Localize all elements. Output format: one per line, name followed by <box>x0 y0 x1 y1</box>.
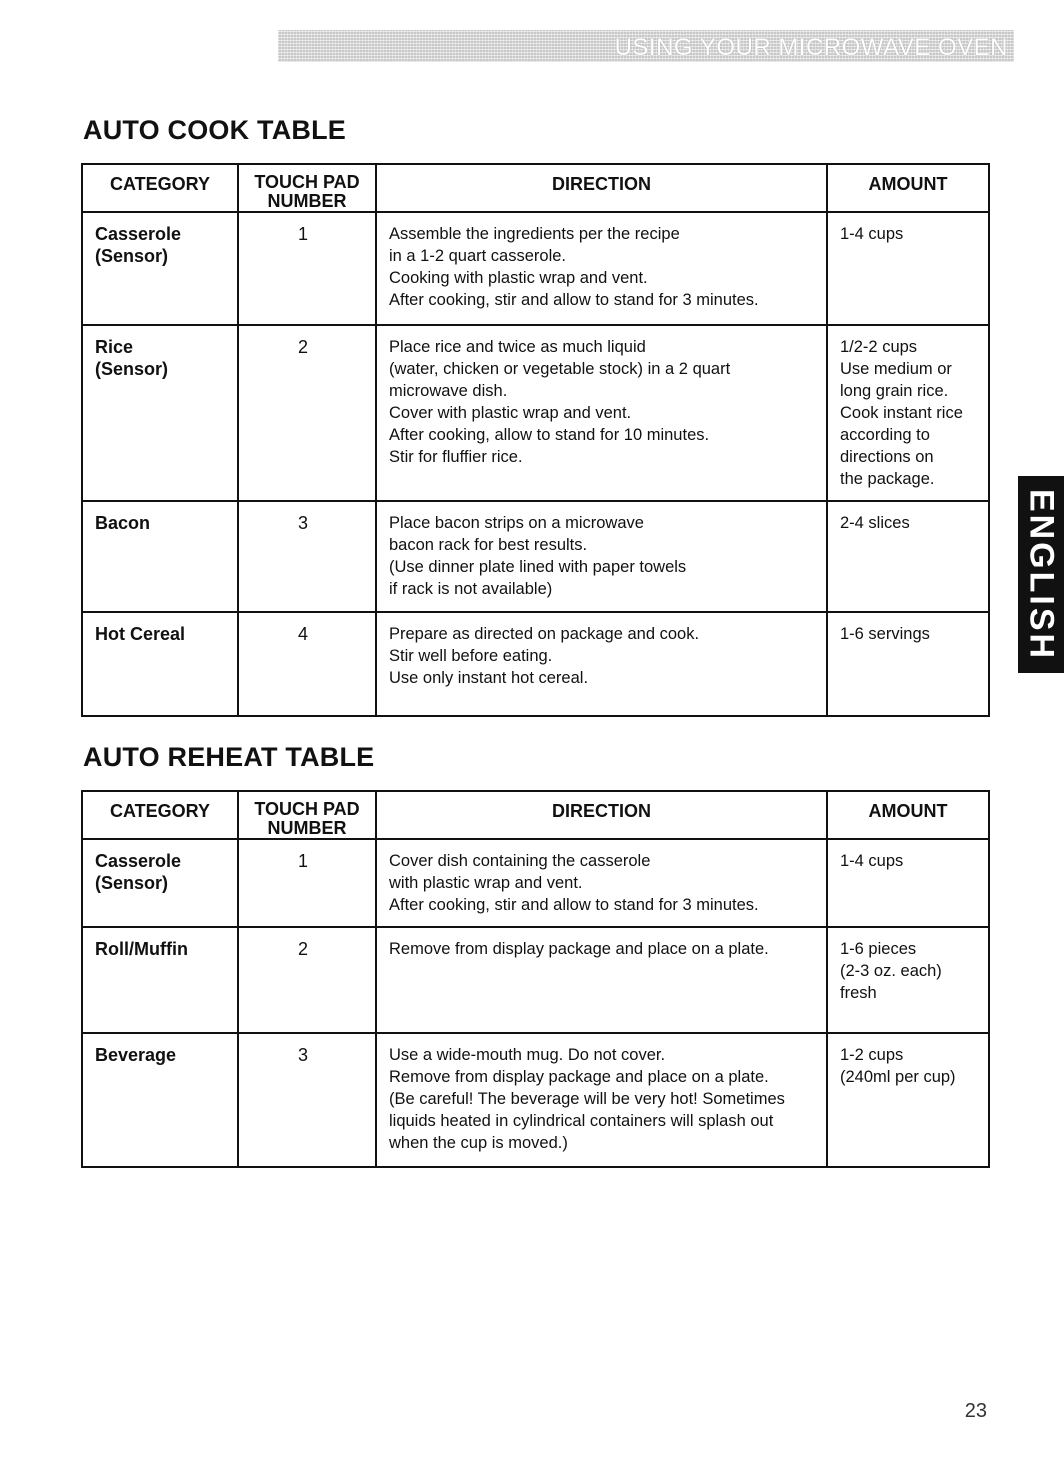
table-header-row <box>82 164 989 212</box>
direction-cell-line: After cooking, stir and allow to stand for 3 minutes. <box>389 291 759 309</box>
amount-cell-line: Cook instant rice <box>840 404 963 422</box>
auto-reheat-table <box>81 790 990 1168</box>
direction-cell-line: if rack is not available) <box>389 580 553 598</box>
amount-cell-line: 1-4 cups <box>840 225 904 243</box>
column-header-amount: AMOUNT <box>827 164 989 212</box>
language-tab <box>1018 476 1064 673</box>
amount-cell <box>827 612 989 716</box>
amount-cell <box>827 212 989 325</box>
direction-cell-line: Place rice and twice as much liquid <box>389 338 646 356</box>
amount-cell-line: (240ml per cup) <box>840 1068 956 1086</box>
direction-cell <box>376 927 827 1033</box>
direction-cell-line: (Use dinner plate lined with paper towels <box>389 558 687 576</box>
direction-cell <box>376 325 827 501</box>
column-header-touch-pad-number: TOUCH PAD NUMBER <box>238 791 376 839</box>
page-number: 23 <box>964 1400 987 1422</box>
amount-cell <box>827 839 989 927</box>
category-cell-line: Hot Cereal <box>95 624 186 644</box>
direction-cell <box>376 212 827 325</box>
table-row <box>82 501 989 612</box>
language-tab-label: ENGLISH <box>1022 488 1061 661</box>
category-cell-line: (Sensor) <box>95 359 169 379</box>
table-row <box>82 612 989 716</box>
direction-cell-line: in a 1-2 quart casserole. <box>389 247 567 265</box>
column-header-direction: DIRECTION <box>376 791 827 839</box>
direction-cell-line: (Be careful! The beverage will be very hot! Sometimes <box>389 1090 785 1108</box>
amount-cell <box>827 325 989 501</box>
category-cell <box>82 212 238 325</box>
direction-cell-line: After cooking, allow to stand for 10 minutes. <box>389 426 710 444</box>
direction-cell <box>376 612 827 716</box>
category-cell <box>82 839 238 927</box>
table-row <box>82 927 989 1033</box>
category-cell-line: (Sensor) <box>95 246 169 266</box>
table-row <box>82 325 989 501</box>
category-cell-line: Casserole <box>95 224 182 244</box>
category-cell-line: Bacon <box>95 513 151 533</box>
direction-cell-line: liquids heated in cylindrical containers will splash out <box>389 1112 774 1130</box>
amount-cell-line: long grain rice. <box>840 382 949 400</box>
column-header-touch-pad-number: TOUCH PAD NUMBER <box>238 164 376 212</box>
category-cell-line: Casserole <box>95 851 182 871</box>
direction-cell-line: Cooking with plastic wrap and vent. <box>389 269 648 287</box>
table-header-row <box>82 791 989 839</box>
direction-cell-line: with plastic wrap and vent. <box>389 874 583 892</box>
amount-cell <box>827 927 989 1033</box>
column-header-amount: AMOUNT <box>827 791 989 839</box>
direction-cell-line: Use a wide-mouth mug. Do not cover. <box>389 1046 666 1064</box>
direction-cell-line: (water, chicken or vegetable stock) in a 2 quart <box>389 360 731 378</box>
direction-cell-line: Assemble the ingredients per the recipe <box>389 225 680 243</box>
direction-cell-line: Remove from display package and place on a plate. <box>389 940 769 958</box>
direction-cell-line: when the cup is moved.) <box>389 1134 568 1152</box>
table-row <box>82 212 989 325</box>
direction-cell-line: microwave dish. <box>389 382 508 400</box>
amount-cell-line: according to <box>840 426 930 444</box>
category-cell-line: (Sensor) <box>95 873 169 893</box>
auto-cook-title: AUTO COOK TABLE <box>83 115 346 145</box>
table-row <box>82 1033 989 1167</box>
direction-cell-line: bacon rack for best results. <box>389 536 588 554</box>
category-cell <box>82 1033 238 1167</box>
category-cell <box>82 612 238 716</box>
amount-cell-line: 2-4 slices <box>840 514 910 532</box>
touch-pad-number-cell: 2 <box>238 927 376 1033</box>
auto-reheat-title: AUTO REHEAT TABLE <box>83 742 375 772</box>
touch-pad-number-cell: 1 <box>238 839 376 927</box>
column-header-direction: DIRECTION <box>376 164 827 212</box>
category-cell-line: Roll/Muffin <box>95 939 188 959</box>
touch-pad-number-cell: 3 <box>238 501 376 612</box>
auto-cook-table <box>81 163 990 717</box>
direction-cell-line: Cover dish containing the casserole <box>389 852 651 870</box>
amount-cell <box>827 501 989 612</box>
direction-cell-line: After cooking, stir and allow to stand for 3 minutes. <box>389 896 759 914</box>
amount-cell-line: 1/2-2 cups <box>840 338 918 356</box>
touch-pad-number-cell: 4 <box>238 612 376 716</box>
direction-cell-line: Stir for fluffier rice. <box>389 448 523 466</box>
amount-cell-line: fresh <box>840 984 877 1002</box>
direction-cell-line: Stir well before eating. <box>389 647 553 665</box>
touch-pad-number-cell: 3 <box>238 1033 376 1167</box>
category-cell-line: Rice <box>95 337 134 357</box>
amount-cell-line: the package. <box>840 470 935 488</box>
direction-cell-line: Remove from display package and place on a plate. <box>389 1068 769 1086</box>
direction-cell-line: Cover with plastic wrap and vent. <box>389 404 632 422</box>
direction-cell-line: Place bacon strips on a microwave <box>389 514 644 532</box>
direction-cell-line: Use only instant hot cereal. <box>389 669 589 687</box>
category-cell-line: Beverage <box>95 1045 177 1065</box>
direction-cell-line: Prepare as directed on package and cook. <box>389 625 700 643</box>
amount-cell-line: (2-3 oz. each) <box>840 962 942 980</box>
section-header-text: USING YOUR MICROWAVE OVEN <box>614 34 1008 61</box>
column-header-category: CATEGORY <box>82 791 238 839</box>
amount-cell-line: 1-4 cups <box>840 852 904 870</box>
amount-cell <box>827 1033 989 1167</box>
amount-cell-line: 1-6 pieces <box>840 940 917 958</box>
direction-cell <box>376 1033 827 1167</box>
section-header-band <box>278 30 1014 62</box>
amount-cell-line: directions on <box>840 448 934 466</box>
auto-reheat-table-body <box>82 839 989 1167</box>
amount-cell-line: Use medium or <box>840 360 952 378</box>
touch-pad-number-cell: 1 <box>238 212 376 325</box>
column-header-category: CATEGORY <box>82 164 238 212</box>
direction-cell <box>376 839 827 927</box>
touch-pad-number-cell: 2 <box>238 325 376 501</box>
auto-cook-table-body <box>82 212 989 716</box>
category-cell <box>82 501 238 612</box>
table-row <box>82 839 989 927</box>
direction-cell <box>376 501 827 612</box>
amount-cell-line: 1-6 servings <box>840 625 930 643</box>
amount-cell-line: 1-2 cups <box>840 1046 904 1064</box>
category-cell <box>82 325 238 501</box>
category-cell <box>82 927 238 1033</box>
